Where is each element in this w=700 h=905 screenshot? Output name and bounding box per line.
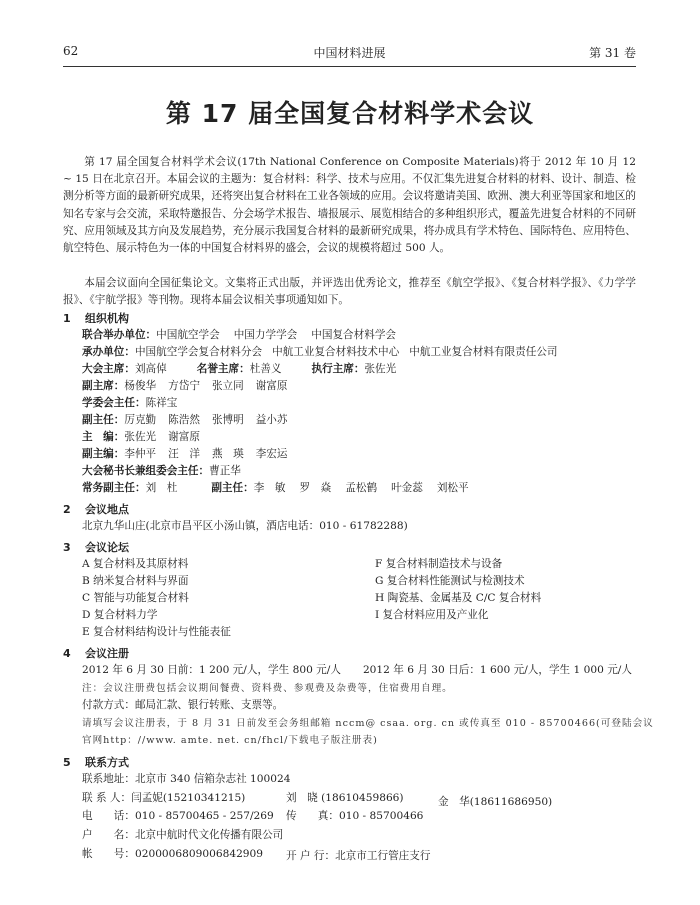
section-4-heading: 4 会议注册: [63, 647, 129, 660]
page-number: 62: [63, 44, 79, 58]
editors-row: 主 编：张佐光 谢富原: [82, 431, 200, 443]
forum-f: F 复合材料制造技术与设备: [375, 558, 503, 570]
payment-methods: 付款方式：邮局汇款、银行转账、支票等。: [82, 699, 284, 711]
forum-c: C 智能与功能复合材料: [82, 592, 189, 604]
bank-row: 开 户 行：北京市工行管庄支行: [286, 850, 431, 862]
forum-e: E 复合材料结构设计与性能表征: [82, 626, 231, 638]
registration-instructions-line-1: 请填写会议注册表，于 8 月 31 日前发至会务组邮箱 nccm@ csaa. org. cn 或传真至 010 - 85700466(可登陆会议: [82, 718, 654, 729]
vice-chairs-row: 副主席：杨俊华 方岱宁 张立同 谢富原: [82, 380, 288, 392]
hosts-row: 承办单位：中国航空学会复合材料分会 中航工业复合材料技术中心 中航工业复合材料有限责任公司: [82, 346, 558, 358]
fee-row: [82, 662, 632, 677]
page-title: 第 17 届全国复合材料学术会议: [165, 99, 535, 128]
contact-person-1: 闫孟妮(15210341215): [131, 792, 246, 804]
standing-vice-directors-row: 常务副主任：刘 杜 副主任：李 敏 罗 焱 孟松鹤 叶金蕊 刘松平: [82, 482, 469, 494]
header-divider: [63, 66, 636, 67]
account-number-row: 帐 号：0200006809006842909: [82, 848, 264, 860]
fee-note: 注：会议注册费包括会议期间餐费、资料费、参观费及杂费等，住宿费用自理。: [82, 683, 453, 694]
section-3-heading: 3 会议论坛: [63, 541, 129, 554]
running-header: [63, 44, 636, 62]
forum-i: I 复合材料应用及产业化: [375, 609, 489, 621]
contact-address: 联系地址：北京市 340 信箱杂志社 100024: [82, 773, 291, 785]
secretary-general-row: 大会秘书长兼组委会主任：曹正华: [82, 465, 241, 477]
forum-b: B 纳米复合材料与界面: [82, 575, 189, 587]
section-5-heading: 5 联系方式: [63, 756, 129, 769]
journal-name: 中国材料进展: [313, 46, 386, 60]
contact-person-3: 金 华(18611686950): [438, 796, 553, 808]
co-organizers-row: 联合举办单位：中国航空学会 中国力学学会 中国复合材料学会: [82, 329, 397, 341]
fax-row: 传 真：010 - 85700466: [286, 810, 424, 822]
forum-g: G 复合材料性能测试与检测技术: [375, 575, 525, 587]
venue-text: 北京九华山庄(北京市昌平区小汤山镇，酒店电话：010 - 61782288): [82, 520, 408, 532]
academic-director-row: 学委会主任：陈祥宝: [82, 397, 178, 409]
section-1-heading: 1 组织机构: [63, 312, 129, 325]
intro-paragraph-1: 第 17 届全国复合材料学术会议(17th National Conference on Composite Materials)将于 2012 年 10 月 12 ~ 15 日在北京召开。本届会议的主题为：复合材料：科学、技术与应用。不仅汇集先进复合材料的材料、设计、制造、检测分析等方面的最新研究成果，还将突出复合材料在工业各领域的应用。会议将邀请美国、欧洲、澳大利亚等国家和地区的知名专家与会交流，采取特邀报告、分会场学术报告、墙报展示、展览相结合的多种组织形式，覆盖先进复合材料的不同研究、应用领域及其方向及发展趋势，充分展示我国复合材料的最新研究成果，将办成具有学术特色、国际特色、应用特色、航空特色、展示特色为一体的中国复合材料界的盛会，会议的规模将超过 500 人。: [63, 156, 636, 255]
intro-paragraph-2: 本届会议面向全国征集论文。文集将正式出版，并评选出优秀论文，推荐至《航空学报》、《复合材料学报》、《力学学报》、《宇航学报》等刊物。现将本届会议相关事项通知如下。: [63, 277, 636, 307]
fee-early: 2012 年 6 月 30 日前：1 200 元/人，学生 800 元/人: [82, 664, 341, 676]
registration-instructions-line-2: 官网http：//www. amte. net. cn/fhcl/下载电子版注册表): [82, 735, 378, 746]
vice-editors-row: 副主编：李仲平 汪 洋 燕 瑛 李宏运: [82, 448, 288, 460]
fee-late: 2012 年 6 月 30 日后：1 600 元/人，学生 1 000 元/人: [362, 664, 632, 676]
telephone-row: 电 话：010 - 85700465 - 257/269: [82, 810, 274, 822]
account-name-row: 户 名：北京中航时代文化传播有限公司: [82, 829, 284, 841]
forum-a: A 复合材料及其原材料: [82, 558, 189, 570]
section-2-heading: 2 会议地点: [63, 503, 129, 516]
forum-h: H 陶瓷基、金属基及 C/C 复合材料: [375, 592, 542, 604]
vice-directors-row: 副主任：厉克勤 陈浩然 张博明 益小苏: [82, 414, 288, 426]
contact-person-2: 刘 晓 (18610459866): [286, 792, 404, 804]
forum-d: D 复合材料力学: [82, 609, 158, 621]
volume-label: 第 31 卷: [589, 46, 636, 60]
chairs-row: 大会主席：刘高倬 名誉主席：杜善义 执行主席：张佐光: [82, 363, 397, 375]
contact-persons-row: 联 系 人：闫孟妮(15210341215): [82, 792, 246, 804]
